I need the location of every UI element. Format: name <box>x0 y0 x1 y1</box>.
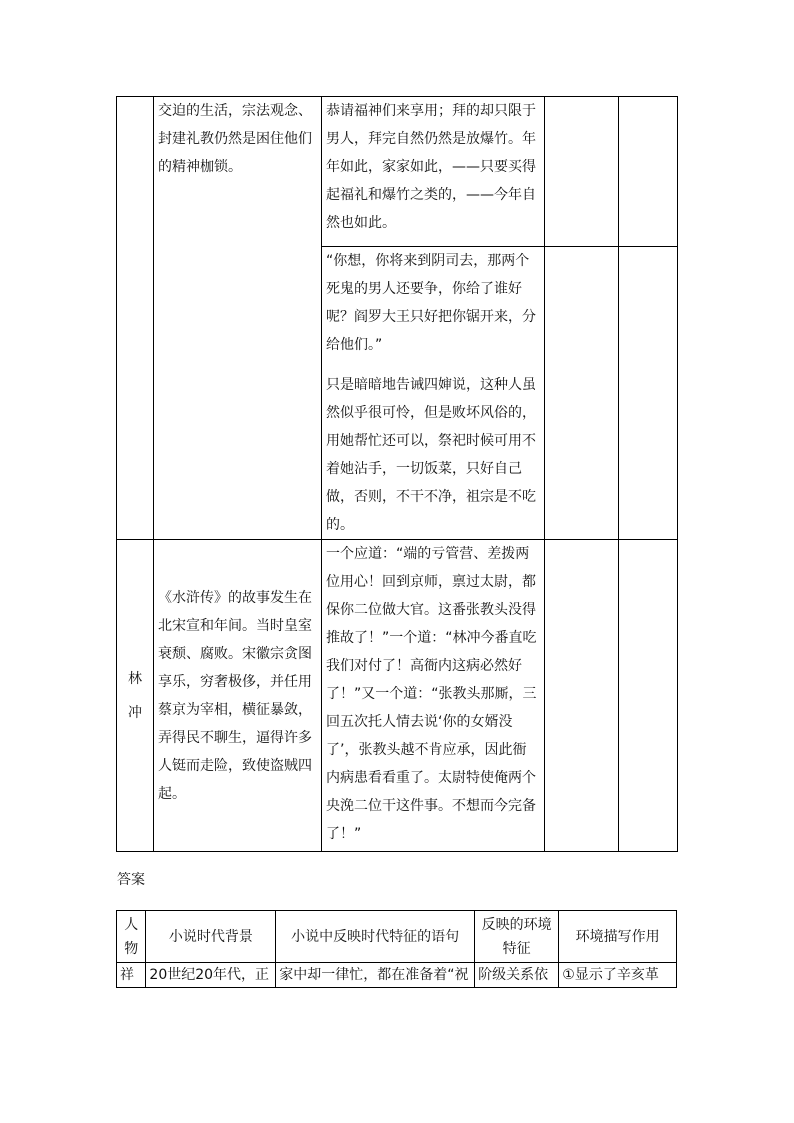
table-cell: 阶级关系依 <box>475 963 559 988</box>
table-cell: 家中却一律忙，都在准备着“祝 <box>276 963 475 988</box>
header-cell: 小说中反映时代特征的语句 <box>276 911 475 963</box>
quote-paragraph: 只是暗暗地告诫四婶说，这种人虽然似乎很可怜，但是败坏风俗的，用她帮忙还可以，祭祀时候可用不着她沾手，一切饭菜，只好自己做，否则，不干不净，祖宗是不吃的。 <box>326 377 536 533</box>
answer-heading: 答案 <box>117 872 145 888</box>
table-header-row <box>117 911 677 963</box>
table-row <box>117 97 678 247</box>
header-cell: 人物 <box>117 911 146 963</box>
quote-text: 一个应道：“端的亏管营、差拨两位用心！回到京师，禀过太尉，都保你二位做大官。这番张教头没得推故了！”一个道：“林冲今番直吃我们对付了！高衙内这病必然好了！”又一个道：“张教头那厮，三回五次托人情去说‘你的女婿没了’，张教头越不肯应承，因此衙内病患看看重了。太尉特使俺两个央浼二位干这件事。不想而今完备了！” <box>326 546 537 842</box>
analysis-table <box>116 96 678 852</box>
person-cell <box>117 97 154 540</box>
header-cell: 反映的环境特征 <box>475 911 559 963</box>
background-text: 《水浒传》的故事发生在北宋宣和年间。当时皇室衰颓、腐败。宋徽宗贪图享乐，穷奢极侈，并任用蔡京为宰相，横征暴敛，弄得民不聊生，逼得许多人铤而走险，致使盗贼四起。 <box>158 589 312 802</box>
table-row <box>117 963 677 988</box>
effect-cell <box>619 540 678 852</box>
person-name-char: 林 <box>128 670 142 687</box>
background-cell <box>154 97 322 540</box>
table-cell: 20世纪20年代，正 <box>146 963 276 988</box>
answer-table <box>116 910 677 988</box>
quote-cell <box>322 540 545 852</box>
quote-cell <box>322 97 545 247</box>
quote-paragraph: “你想，你将来到阴司去，那两个死鬼的男人还要争，你给了谁好呢？阎罗大王只好把你锯开来，分给他们。” <box>326 253 536 353</box>
environment-cell <box>545 97 619 247</box>
header-cell: 环境描写作用 <box>559 911 677 963</box>
table-cell: ①显示了辛亥革 <box>559 963 677 988</box>
quote-cell <box>322 247 545 540</box>
effect-cell <box>619 97 678 247</box>
person-cell <box>117 540 154 852</box>
person-name-char: 冲 <box>128 704 142 721</box>
quote-text: 恭请福神们来享用；拜的却只限于男人，拜完自然仍然是放爆竹。年年如此，家家如此，——只要买得起福礼和爆竹之类的，——今年自然也如此。 <box>326 103 536 231</box>
background-cell <box>154 540 322 852</box>
table-cell: 祥 <box>117 963 146 988</box>
table-row <box>117 540 678 852</box>
environment-cell <box>545 247 619 540</box>
environment-cell <box>545 540 619 852</box>
background-text: 交迫的生活，宗法观念、封建礼教仍然是困住他们的精神枷锁。 <box>158 103 312 175</box>
effect-cell <box>619 247 678 540</box>
header-cell: 小说时代背景 <box>146 911 276 963</box>
